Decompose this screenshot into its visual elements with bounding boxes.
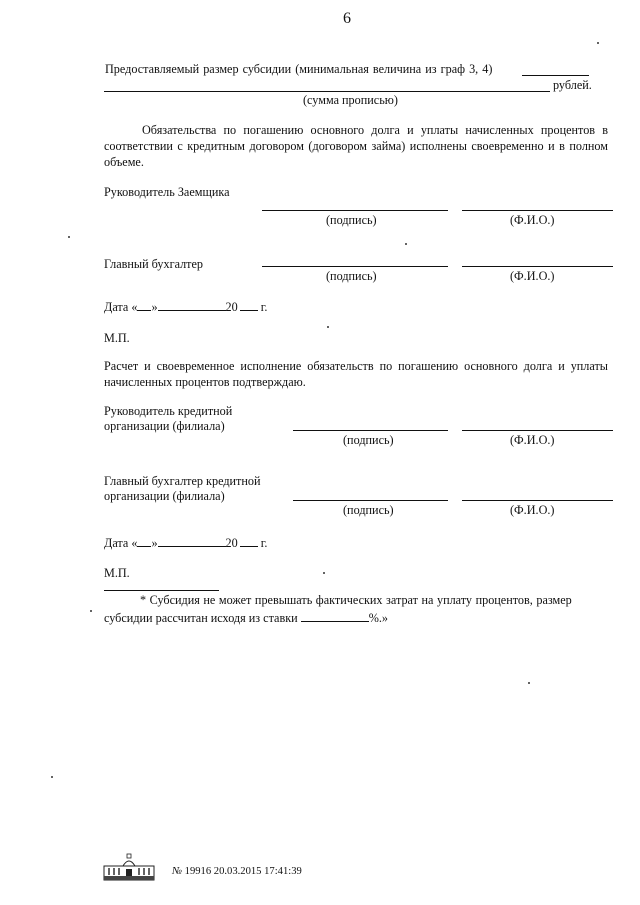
footnote-line-2 — [104, 609, 388, 626]
footer-registration — [172, 866, 302, 877]
day-blank — [137, 298, 151, 311]
doc-number: 19916 — [184, 866, 212, 877]
subsidy-size-blank — [522, 75, 589, 76]
footnote-rate-end: %.» — [368, 611, 389, 625]
timestamp: 20.03.2015 17:41:39 — [213, 866, 302, 877]
scan-speck — [528, 682, 530, 684]
name-caption: (Ф.И.О.) — [510, 433, 555, 447]
date-label: Дата « — [104, 300, 138, 314]
credit-org-head-signature-line — [293, 430, 448, 431]
amount-in-words-caption: (сумма прописью) — [303, 93, 398, 107]
date-label: Дата « — [104, 536, 138, 550]
subsidy-amount-words-blank — [104, 91, 550, 92]
scan-speck — [90, 610, 92, 612]
month-blank — [158, 534, 226, 547]
date-row-2 — [104, 534, 267, 551]
borrower-accountant-signature-line — [262, 266, 448, 267]
borrower-head-name-line — [462, 210, 613, 211]
scan-speck — [405, 243, 407, 245]
number-sign: № — [172, 866, 182, 877]
obligations-paragraph — [104, 122, 608, 170]
month-blank — [158, 298, 226, 311]
footnote-line-1: * Субсидия не может превышать фактических затрат на уплату процентов, размер — [140, 593, 572, 607]
name-caption: (Ф.И.О.) — [510, 503, 555, 517]
name-caption: (Ф.И.О.) — [510, 269, 555, 283]
borrower-accountant-name-line — [462, 266, 613, 267]
credit-org-accountant-label-line2: организации (филиала) — [104, 489, 225, 503]
day-blank — [137, 534, 151, 547]
signature-caption: (подпись) — [326, 213, 377, 227]
footnote-separator — [104, 590, 219, 591]
scan-speck — [327, 326, 329, 328]
year-blank — [240, 298, 258, 311]
credit-org-head-name-line — [462, 430, 613, 431]
credit-org-accountant-name-line — [462, 500, 613, 501]
page-number: 6 — [343, 10, 351, 27]
year-prefix: 20 — [225, 536, 238, 550]
rate-blank — [301, 609, 369, 622]
credit-org-head-label-line1: Руководитель кредитной — [104, 404, 233, 418]
registry-emblem-icon — [103, 852, 155, 882]
footnote-rate-text: субсидии рассчитан исходя из ставки — [104, 611, 298, 625]
signature-caption: (подпись) — [326, 269, 377, 283]
date-mid: » — [151, 536, 158, 550]
stamp-place-1: М.П. — [104, 331, 130, 345]
scan-speck — [51, 776, 53, 778]
signature-caption: (подпись) — [343, 433, 394, 447]
year-blank — [240, 534, 258, 547]
scan-speck — [68, 236, 70, 238]
credit-org-accountant-label-line1: Главный бухгалтер кредитной — [104, 474, 261, 488]
borrower-accountant-label: Главный бухгалтер — [104, 257, 204, 271]
scan-speck — [323, 572, 325, 574]
year-suffix: г. — [260, 536, 268, 550]
credit-org-head-label-line2: организации (филиала) — [104, 419, 225, 433]
borrower-head-label: Руководитель Заемщика — [104, 185, 230, 199]
year-prefix: 20 — [225, 300, 238, 314]
subsidy-size-label: Предоставляемый размер субсидии (минимальная величина из граф 3, 4) — [105, 62, 493, 76]
date-mid: » — [151, 300, 158, 314]
date-row-1 — [104, 298, 267, 315]
obligations-text: Обязательства по погашению основного долга и уплаты начисленных процентов в соответствии с кредитным договором (договором займа) исполнены своевременно и в полном объеме. — [104, 123, 608, 169]
scan-speck — [597, 42, 599, 44]
signature-caption: (подпись) — [343, 503, 394, 517]
rubles-label: рублей. — [553, 78, 592, 92]
stamp-place-2: М.П. — [104, 566, 130, 580]
confirmation-text: Расчет и своевременное исполнение обязательств по погашению основного долга и уплаты начисленных процентов подтверждаю. — [104, 359, 608, 389]
name-caption: (Ф.И.О.) — [510, 213, 555, 227]
year-suffix: г. — [260, 300, 268, 314]
credit-org-accountant-signature-line — [293, 500, 448, 501]
borrower-head-signature-line — [262, 210, 448, 211]
confirmation-paragraph — [104, 358, 608, 390]
